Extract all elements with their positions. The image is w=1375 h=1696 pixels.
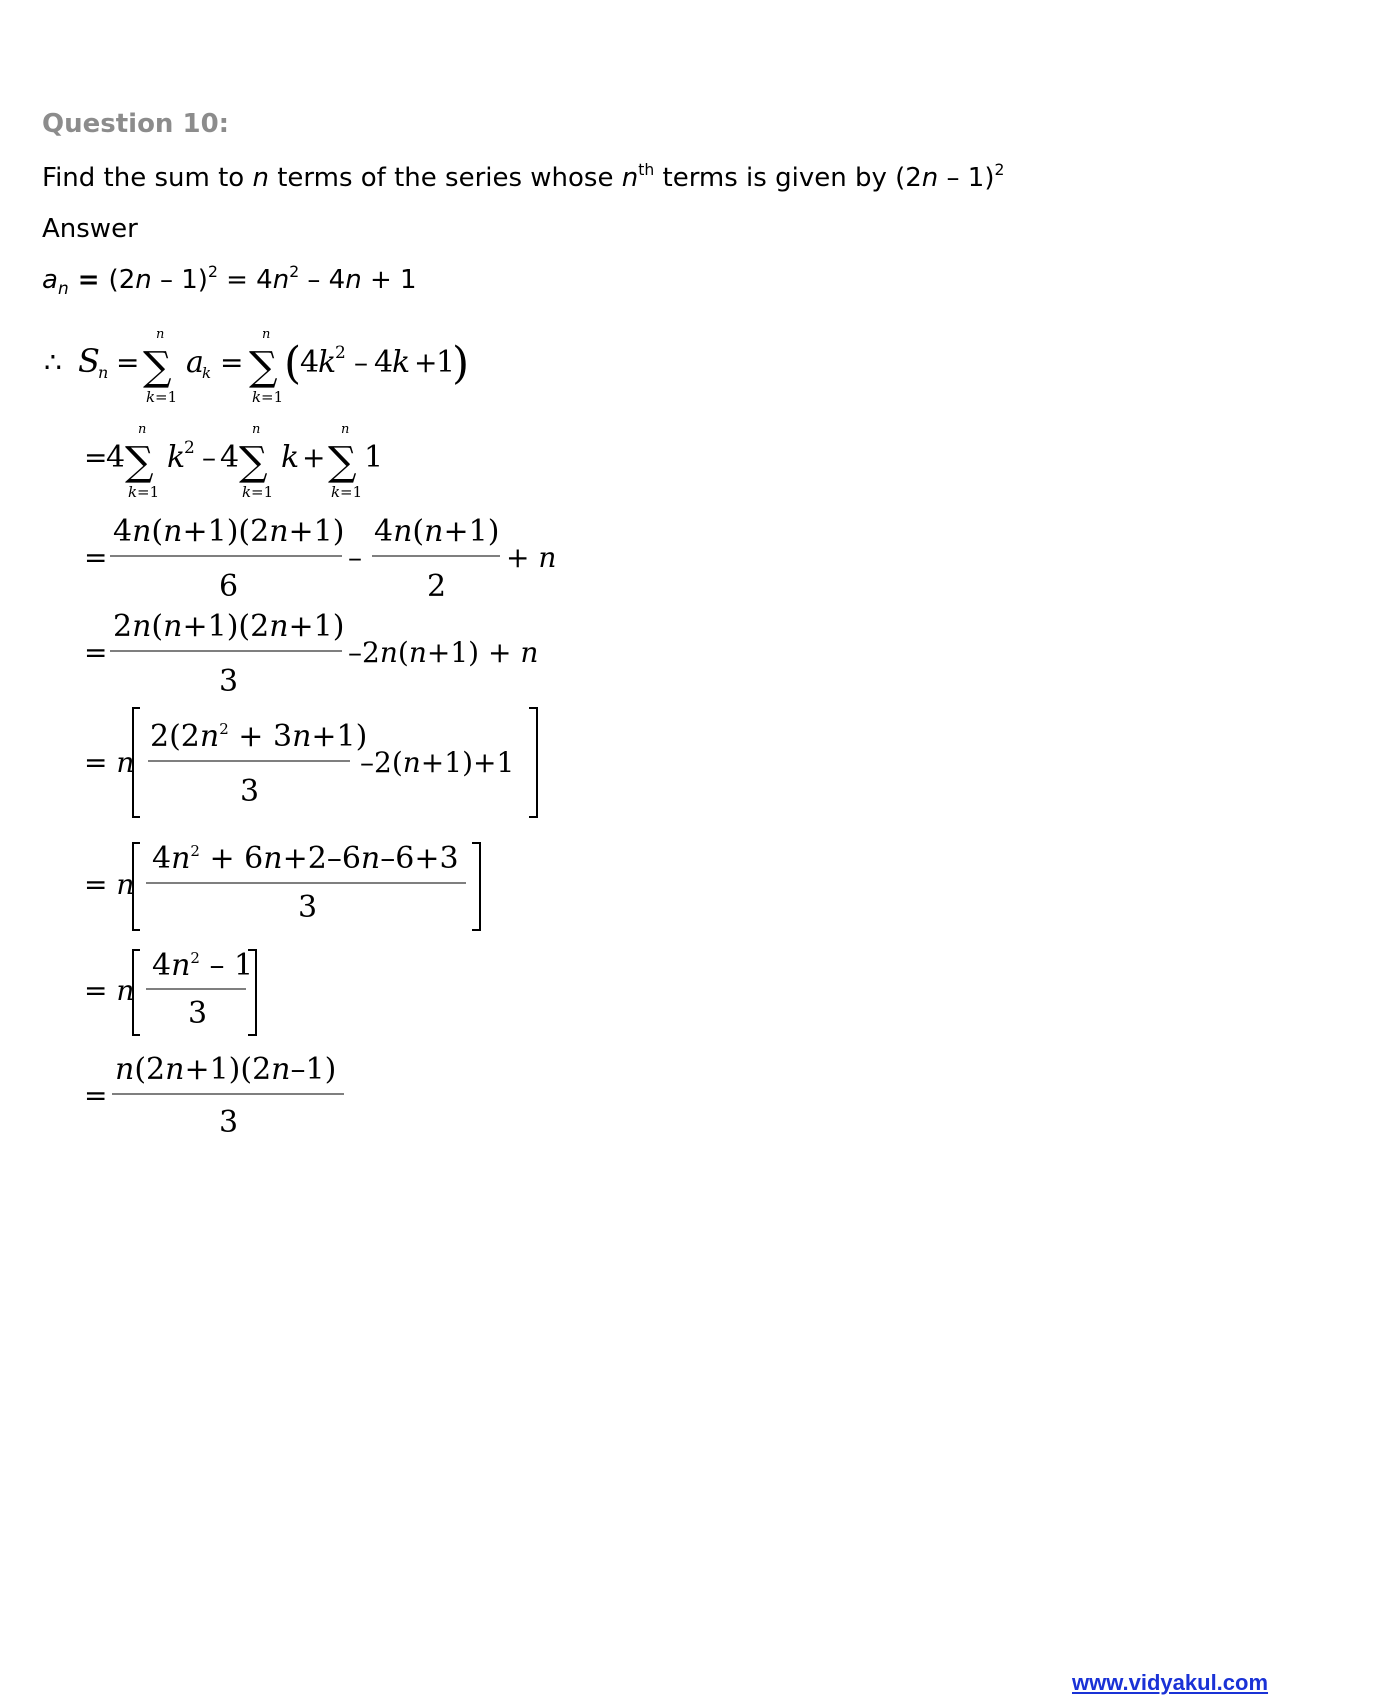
- svg-text:2: 2: [184, 438, 195, 458]
- svg-text:3: 3: [188, 996, 208, 1031]
- svg-text:=1: =1: [261, 388, 284, 406]
- svg-text:S: S: [78, 342, 100, 380]
- svg-text:∑: ∑: [328, 439, 357, 485]
- footer-link[interactable]: www.vidyakul.com: [1072, 1670, 1269, 1695]
- svg-text:=: =: [220, 346, 244, 379]
- solution-line-7: [84, 948, 256, 1035]
- solution-line-3: [84, 514, 556, 604]
- svg-text:4: 4: [220, 440, 240, 475]
- svg-text:(: (: [284, 338, 302, 389]
- question-square: 2: [994, 161, 1005, 180]
- svg-text:4: 4: [106, 440, 126, 475]
- svg-text:=1: =1: [251, 483, 274, 501]
- svg-text:+: +: [302, 441, 326, 474]
- svg-text:2n(n+1)(2n+1): 2n(n+1)(2n+1): [113, 609, 345, 644]
- svg-text:4: 4: [300, 345, 320, 380]
- svg-text:= n: = n: [84, 868, 135, 901]
- answer-n1: n: [135, 265, 152, 295]
- answer-sq1: 2: [207, 263, 218, 282]
- svg-text:4n2 + 6n+2–6n–6+3: $4n^2 + 6n+2-6n-6+3$: [152, 841, 459, 876]
- solution-line-5: [84, 708, 537, 817]
- svg-text:): ): [452, 338, 470, 389]
- question-text-prefix: Find the sum to: [42, 163, 253, 193]
- svg-text:–: –: [202, 441, 216, 474]
- answer-part3: = 4: [217, 265, 273, 295]
- question-text-middle: terms of the series whose: [268, 163, 622, 193]
- svg-text:∑: ∑: [143, 344, 172, 390]
- svg-text:3: 3: [219, 1105, 239, 1140]
- svg-text:–: –: [354, 346, 368, 379]
- svg-text:3: 3: [298, 890, 318, 925]
- svg-text:2: 2: [335, 343, 346, 363]
- svg-text:=: =: [84, 1079, 108, 1112]
- svg-text:k: k: [331, 483, 341, 501]
- svg-text:n: n: [138, 422, 147, 437]
- solution-line-4: [84, 609, 538, 699]
- answer-label: Answer: [42, 214, 138, 244]
- svg-text:=: =: [84, 541, 108, 574]
- svg-text:=1: =1: [137, 483, 160, 501]
- svg-text:∑: ∑: [249, 344, 278, 390]
- answer-part5: + 1: [361, 265, 417, 295]
- svg-text:n: n: [262, 327, 271, 342]
- svg-text:k: k: [392, 345, 411, 380]
- answer-n2: n: [272, 265, 290, 295]
- question-var-n: n: [252, 163, 269, 193]
- svg-text:=1: =1: [340, 483, 363, 501]
- svg-text:n: n: [252, 422, 261, 437]
- question-text-after-th: terms is given by (2: [654, 163, 922, 193]
- answer-sq2: 2: [289, 263, 300, 282]
- svg-text:+ n: + n: [506, 541, 557, 574]
- answer-part4: – 4: [299, 265, 346, 295]
- svg-text:= n: = n: [84, 746, 135, 779]
- svg-text:4n2 – 1: $4n^2 - 1$: [152, 948, 254, 983]
- question-var-n-3: n: [921, 163, 939, 193]
- svg-text:k: k: [318, 345, 337, 380]
- answer-part2: – 1): [151, 265, 208, 295]
- question-var-n-2: n: [621, 163, 639, 193]
- svg-text:k: k: [146, 388, 156, 406]
- solution-line-1: [44, 327, 469, 406]
- svg-text:3: 3: [240, 774, 260, 809]
- svg-text:2(2n2 + 3n+1): $2(2n^2 + 3n+1)$: [150, 719, 368, 754]
- svg-text:a: a: [186, 345, 204, 380]
- solution-line-8: [84, 1052, 344, 1140]
- answer-sub-n: n: [57, 277, 69, 298]
- svg-text:1: 1: [436, 345, 456, 380]
- solution-line-6: [84, 841, 480, 930]
- answer-part1: (2: [108, 265, 136, 295]
- svg-text:=: =: [84, 441, 108, 474]
- svg-text:1: 1: [364, 440, 384, 475]
- svg-text:k: k: [242, 483, 252, 501]
- svg-text:∑: ∑: [125, 439, 154, 485]
- question-th: th: [638, 161, 655, 180]
- svg-text:4n(n+1)(2n+1): 4n(n+1)(2n+1): [113, 514, 345, 549]
- svg-text:∑: ∑: [239, 439, 268, 485]
- svg-text:n: n: [341, 422, 350, 437]
- svg-text:n(2n+1)(2n–1): n(2n+1)(2n–1): [115, 1052, 337, 1087]
- question-heading: Question 10:: [42, 109, 230, 139]
- answer-equals: =: [68, 265, 109, 295]
- svg-text:4: 4: [374, 345, 394, 380]
- svg-text:4n(n+1): 4n(n+1): [374, 514, 500, 549]
- svg-text:k: k: [281, 440, 300, 475]
- svg-text:–2(n+1)+1: –2(n+1)+1: [360, 746, 515, 779]
- svg-text:+: +: [414, 346, 438, 379]
- svg-text:=: =: [116, 346, 140, 379]
- answer-n3: n: [345, 265, 362, 295]
- svg-text:k: k: [252, 388, 262, 406]
- answer-a: a: [42, 265, 58, 295]
- svg-text:=: =: [84, 636, 108, 669]
- svg-text:–2n(n+1) + n: –2n(n+1) + n: [348, 636, 539, 669]
- svg-text:∴: ∴: [44, 346, 62, 379]
- svg-text:=1: =1: [155, 388, 178, 406]
- svg-text:–: –: [348, 541, 362, 574]
- question-text-close: – 1): [938, 163, 995, 193]
- svg-text:2: 2: [427, 569, 447, 604]
- svg-text:k: k: [202, 364, 212, 382]
- svg-text:= n: = n: [84, 974, 135, 1007]
- svg-text:3: 3: [219, 664, 239, 699]
- solution-line-2: [84, 422, 383, 501]
- svg-text:n: n: [98, 363, 109, 382]
- svg-text:6: 6: [219, 569, 239, 604]
- svg-text:k: k: [128, 483, 138, 501]
- svg-text:n: n: [156, 327, 165, 342]
- svg-text:k: k: [167, 440, 186, 475]
